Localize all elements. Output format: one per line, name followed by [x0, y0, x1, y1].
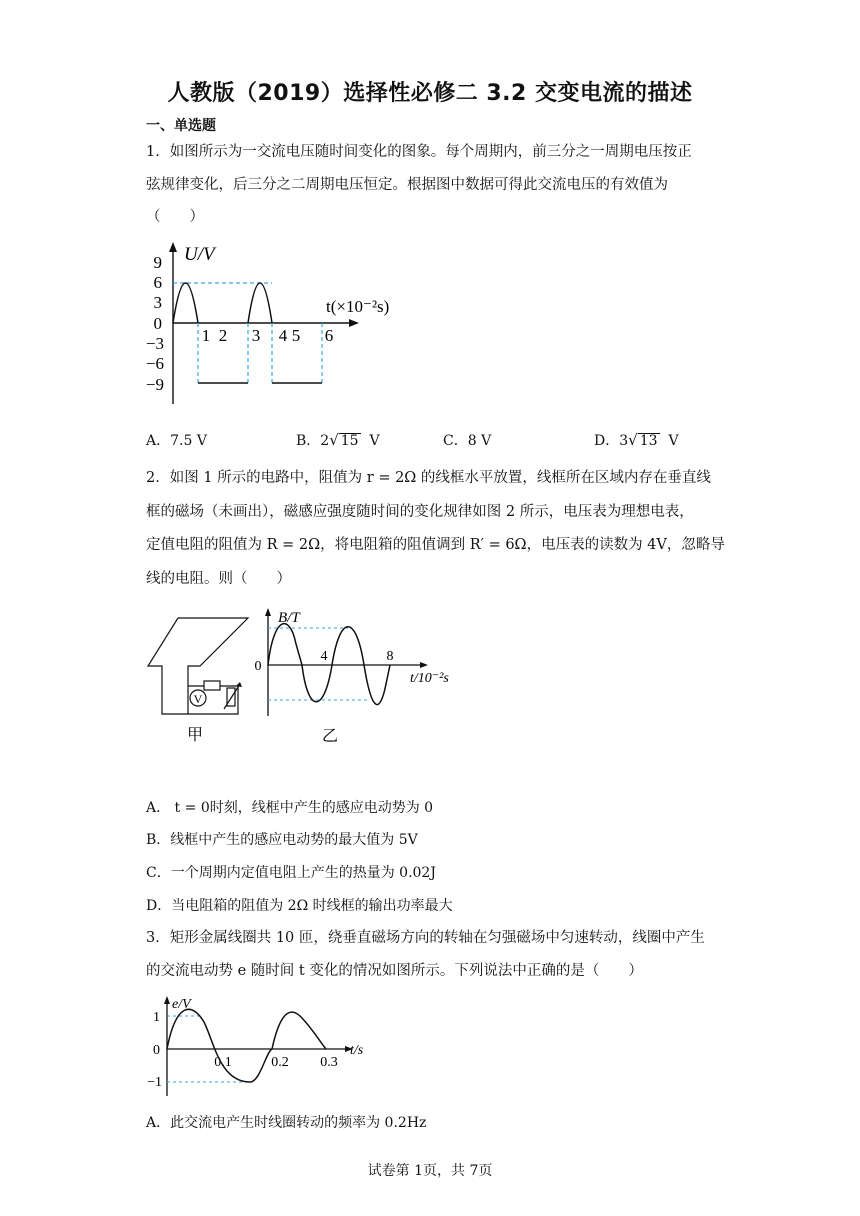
q2-origin: 0 — [254, 659, 262, 674]
q3-emf-wave — [167, 1009, 326, 1082]
q3-xtick-3: 0.3 — [320, 1055, 338, 1070]
q2-option-d[interactable]: D．当电阻箱的阻值为 2Ω 时线框的输出功率最大 — [146, 898, 453, 914]
q2-b-graph — [250, 604, 465, 750]
q1-ytick: −6 — [145, 354, 164, 373]
q1-option-b-radicand: 15 — [340, 433, 359, 449]
q2-xtick-8: 8 — [386, 649, 394, 664]
q3-ytick-1: 1 — [153, 1010, 160, 1025]
q2-text-line1: 2．如图 1 所示的电路中，阻值为 r = 2Ω 的线框水平放置，线框所在区域内存在垂直线 — [146, 470, 711, 486]
q1-option-b[interactable]: B．2√ 15 V — [296, 431, 380, 449]
q3-emf-graph — [140, 992, 380, 1100]
q1-option-c[interactable]: C．8 V — [443, 433, 492, 449]
q2-b-wave — [268, 624, 390, 705]
q1-option-d-prefix: D．3 — [594, 433, 629, 449]
q1-xtick: 4 — [278, 326, 288, 345]
q1-xtick: 3 — [251, 326, 261, 345]
q2-text-line3: 定值电阻的阻值为 R = 2Ω，将电阻箱的阻值调到 R′ = 6Ω，电压表的读数为 4V，忽略导 — [146, 537, 725, 553]
q2-xtick-4: 4 — [320, 649, 328, 664]
q3-ytick-0: 0 — [153, 1043, 160, 1058]
q1-xtick: 5 — [291, 326, 301, 345]
q1-option-d[interactable]: D．3√ 13 V — [594, 431, 679, 449]
q1-option-b-unit: V — [369, 433, 380, 449]
q2-option-b[interactable]: B．线框中产生的感应电动势的最大值为 5V — [146, 832, 418, 848]
q1-text-line2: 弦规律变化，后三分之二周期电压恒定。根据图中数据可得此交流电压的有效值为 — [146, 177, 668, 193]
page-footer: 试卷第 1页，共 7页 — [367, 1163, 493, 1179]
page-title: 人教版（2019）选择性必修二 3.2 交变电流的描述 — [167, 81, 693, 106]
q1-option-a[interactable]: A．7.5 V — [146, 433, 207, 449]
q3-ytick-m1: −1 — [147, 1075, 162, 1090]
q1-option-d-unit: V — [668, 433, 679, 449]
q1-xlabel: t(×10⁻²s) — [326, 297, 390, 316]
q1-ylabel: U/V — [184, 244, 215, 265]
q2-text-line2: 框的磁场（未画出），磁感应强度随时间的变化规律如图 2 所示，电压表为理想电表， — [146, 504, 694, 520]
q3-xtick-1: 0.1 — [214, 1055, 232, 1070]
q3-xtick-2: 0.2 — [271, 1055, 289, 1070]
q2-option-a[interactable]: A． t = 0时刻，线框中产生的感应电动势为 0 — [146, 800, 434, 816]
q2-figure-yi: 乙 — [321, 728, 339, 745]
q3-option-a[interactable]: A．此交流电产生时线圈转动的频率为 0.2Hz — [146, 1115, 427, 1131]
q1-xtick: 1 — [201, 326, 211, 345]
q1-ytick: 0 — [153, 314, 162, 333]
q1-ytick: −3 — [145, 334, 164, 353]
q1-xtick: 2 — [218, 326, 228, 345]
q1-voltage-graph — [140, 236, 410, 411]
q2-voltmeter-label: V — [193, 692, 203, 706]
q1-option-b-prefix: B．2 — [296, 433, 330, 449]
q2-text-line4: 线的电阻。则（ ） — [146, 571, 291, 587]
q3-ylabel: e/V — [172, 997, 191, 1012]
q1-xtick: 6 — [324, 326, 334, 345]
q3-text-line1: 3．矩形金属线圈共 10 匝，绕垂直磁场方向的转轴在匀强磁场中匀速转动，线圈中产生 — [146, 930, 705, 946]
q2-figure-jia: 甲 — [186, 727, 204, 744]
q2-option-c[interactable]: C．一个周期内定值电阻上产生的热量为 0.02J — [146, 865, 436, 881]
q1-ytick: −9 — [145, 375, 164, 394]
q1-ytick: 3 — [153, 293, 162, 312]
q2-xlabel: t/10⁻²s — [410, 671, 449, 686]
q2-ylabel: B/T — [278, 610, 300, 626]
q1-text-line1: 1．如图所示为一交流电压随时间变化的图象。每个周期内，前三分之一周期电压按正 — [146, 144, 692, 160]
q3-xlabel: t/s — [350, 1043, 364, 1058]
q1-ytick: 6 — [153, 273, 162, 292]
q3-text-line2: 的交流电动势 e 随时间 t 变化的情况如图所示。下列说法中正确的是（ ） — [146, 963, 643, 979]
q1-option-d-radicand: 13 — [639, 433, 658, 449]
q1-text-line3: （ ） — [146, 209, 204, 225]
section-heading: 一、单选题 — [146, 118, 216, 134]
q1-ytick: 9 — [153, 253, 162, 272]
q2-circuit-figure — [140, 610, 260, 750]
